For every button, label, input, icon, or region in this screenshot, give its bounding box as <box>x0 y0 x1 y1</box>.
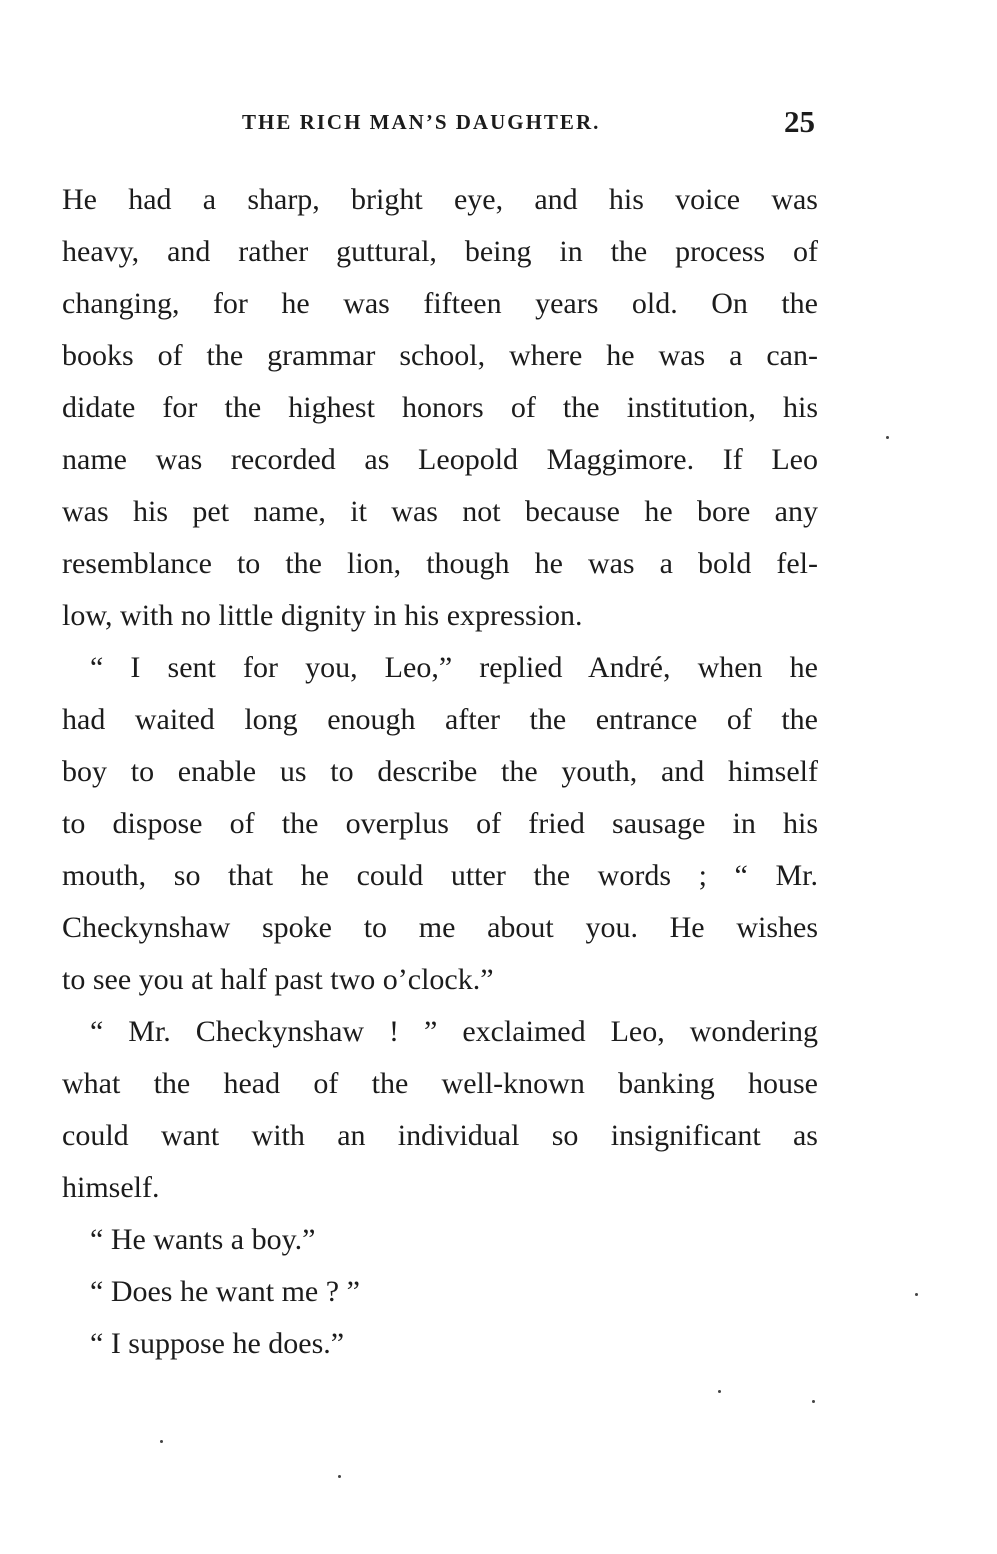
text-line: resemblance to the lion, though he was a bold fel- <box>62 547 818 580</box>
text-line: “ I sent for you, Leo,” replied André, when he <box>90 651 818 684</box>
text-line: to see you at half past two o’clock.” <box>62 963 494 996</box>
text-line: name was recorded as Leopold Maggimore. If Leo <box>62 443 818 476</box>
text-line: mouth, so that he could utter the words ; “ Mr. <box>62 859 818 892</box>
text-line: had waited long enough after the entrance of the <box>62 703 818 736</box>
scan-speck <box>886 436 889 439</box>
text-line: “ I suppose he does.” <box>90 1327 345 1360</box>
text-line: He had a sharp, bright eye, and his voice was <box>62 183 818 216</box>
scan-speck <box>160 1440 163 1443</box>
text-line: heavy, and rather guttural, being in the process of <box>62 235 818 268</box>
text-line: was his pet name, it was not because he bore any <box>62 495 818 528</box>
text-line: boy to enable us to describe the youth, and himself <box>62 755 818 788</box>
text-line: low, with no little dignity in his expression. <box>62 599 583 632</box>
text-line: didate for the highest honors of the institution, his <box>62 391 818 424</box>
text-line: Checkynshaw spoke to me about you. He wishes <box>62 911 818 944</box>
text-line: “ Does he want me ? ” <box>90 1275 360 1308</box>
text-line: books of the grammar school, where he was a can- <box>62 339 818 372</box>
text-line: to dispose of the overplus of fried sausage in his <box>62 807 818 840</box>
text-line: “ Mr. Checkynshaw ! ” exclaimed Leo, wondering <box>90 1015 818 1048</box>
scan-speck <box>338 1475 341 1478</box>
running-head <box>0 104 997 138</box>
text-line: himself. <box>62 1171 160 1204</box>
running-title: THE RICH MAN’S DAUGHTER. <box>242 110 601 134</box>
body-text <box>62 174 818 1370</box>
text-line: what the head of the well-known banking house <box>62 1067 818 1100</box>
page-number: 25 <box>784 104 815 139</box>
scan-speck <box>812 1400 815 1403</box>
text-line: changing, for he was fifteen years old. On the <box>62 287 818 320</box>
scan-speck <box>718 1390 721 1393</box>
scan-speck <box>915 1293 918 1296</box>
text-line: could want with an individual so insignificant as <box>62 1119 818 1152</box>
text-line: “ He wants a boy.” <box>90 1223 316 1256</box>
